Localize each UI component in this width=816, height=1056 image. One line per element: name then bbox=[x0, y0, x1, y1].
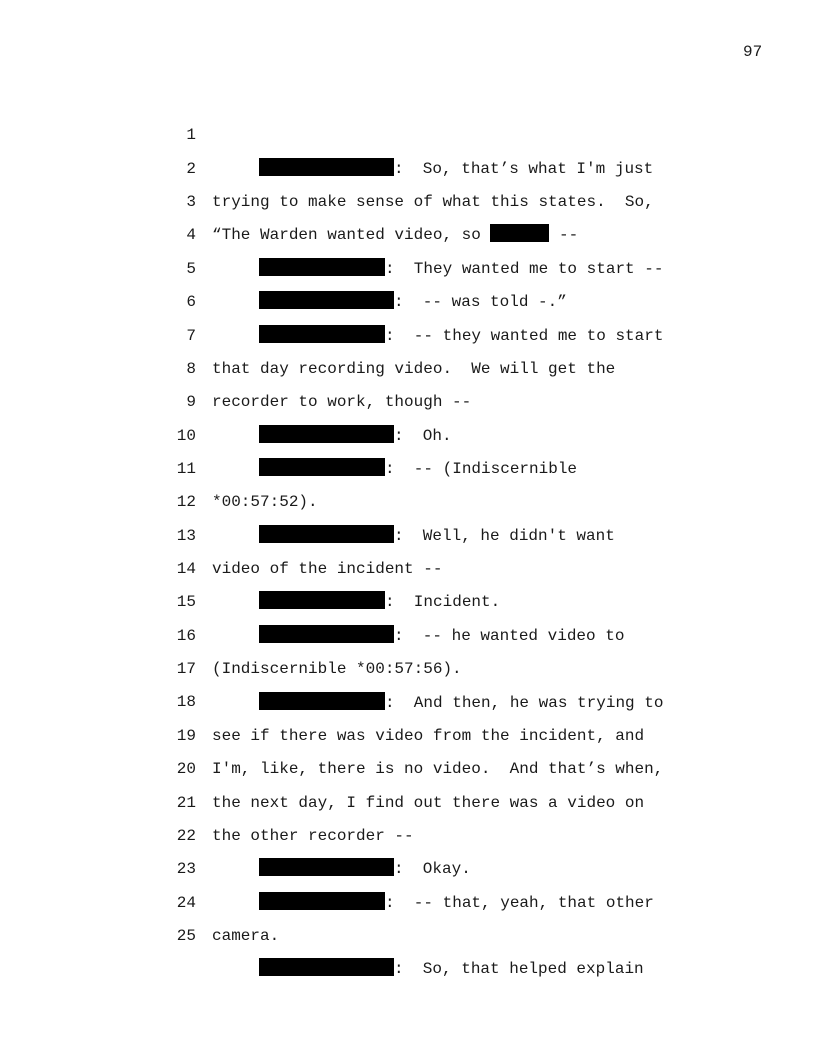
speech-text: -- bbox=[549, 226, 579, 245]
line-number: 10 bbox=[176, 426, 196, 445]
line-text: the other recorder -- bbox=[212, 826, 414, 845]
line-number: 23 bbox=[176, 860, 196, 879]
page-number: 97 bbox=[743, 43, 763, 61]
line-number: 1 bbox=[186, 126, 196, 145]
speech-text: : Incident. bbox=[385, 593, 501, 612]
line-number: 14 bbox=[176, 560, 196, 579]
line-text: (Indiscernible *00:57:56). bbox=[212, 660, 462, 679]
speech-text: : Oh. bbox=[394, 426, 452, 445]
speech-text: : Well, he didn't want bbox=[394, 526, 615, 545]
line-text: *00:57:52). bbox=[212, 493, 318, 512]
line-number: 19 bbox=[176, 726, 196, 745]
line-number: 7 bbox=[186, 326, 196, 345]
line-number: 3 bbox=[186, 193, 196, 212]
line-number: 17 bbox=[176, 660, 196, 679]
line-number: 9 bbox=[186, 393, 196, 412]
line-text: camera. bbox=[212, 927, 280, 946]
line-number: 25 bbox=[176, 927, 196, 945]
redaction-box bbox=[259, 958, 394, 976]
line-text: that day recording video. We will get the bbox=[212, 359, 616, 378]
speech-text: : And then, he was trying to bbox=[385, 693, 664, 712]
line-number: 22 bbox=[176, 826, 196, 845]
line-number: 21 bbox=[176, 793, 196, 812]
line-number: 16 bbox=[176, 626, 196, 645]
speech-text: : -- he wanted video to bbox=[394, 626, 625, 645]
line-text: I'm, like, there is no video. And that’s when, bbox=[212, 760, 664, 779]
line-text: the next day, I find out there was a video on bbox=[212, 793, 645, 812]
line-text: trying to make sense of what this states. So, bbox=[212, 193, 654, 212]
line-number: 2 bbox=[186, 159, 196, 178]
speech-text: : -- that, yeah, that other bbox=[385, 893, 654, 912]
line-text: video of the incident -- bbox=[212, 560, 443, 579]
line-text bbox=[259, 953, 644, 986]
line-number: 11 bbox=[176, 459, 196, 478]
line-number: 12 bbox=[176, 493, 196, 512]
speech-text: “The Warden wanted video, so bbox=[212, 226, 491, 245]
line-number: 8 bbox=[186, 359, 196, 378]
speech-text: : -- was told -.” bbox=[394, 293, 567, 312]
transcript-line bbox=[0, 86, 816, 178]
line-number: 5 bbox=[186, 259, 196, 278]
line-number: 20 bbox=[176, 760, 196, 779]
speech-text: : -- they wanted me to start bbox=[385, 326, 664, 345]
transcript-body bbox=[0, 86, 816, 979]
line-number: 15 bbox=[176, 593, 196, 612]
line-text: recorder to work, though -- bbox=[212, 393, 472, 412]
line-number: 24 bbox=[176, 893, 196, 912]
line-number: 6 bbox=[186, 293, 196, 312]
line-number: 18 bbox=[176, 693, 196, 712]
speech-text: : Okay. bbox=[394, 860, 471, 879]
speech-text: : -- (Indiscernible bbox=[385, 459, 578, 478]
line-text: see if there was video from the incident, and bbox=[212, 726, 645, 745]
speech-text: : So, that helped explain bbox=[394, 960, 644, 979]
line-number: 4 bbox=[186, 226, 196, 245]
speech-text: : They wanted me to start -- bbox=[385, 259, 664, 278]
line-number: 13 bbox=[176, 526, 196, 545]
speech-text: : So, that’s what I'm just bbox=[394, 159, 654, 178]
